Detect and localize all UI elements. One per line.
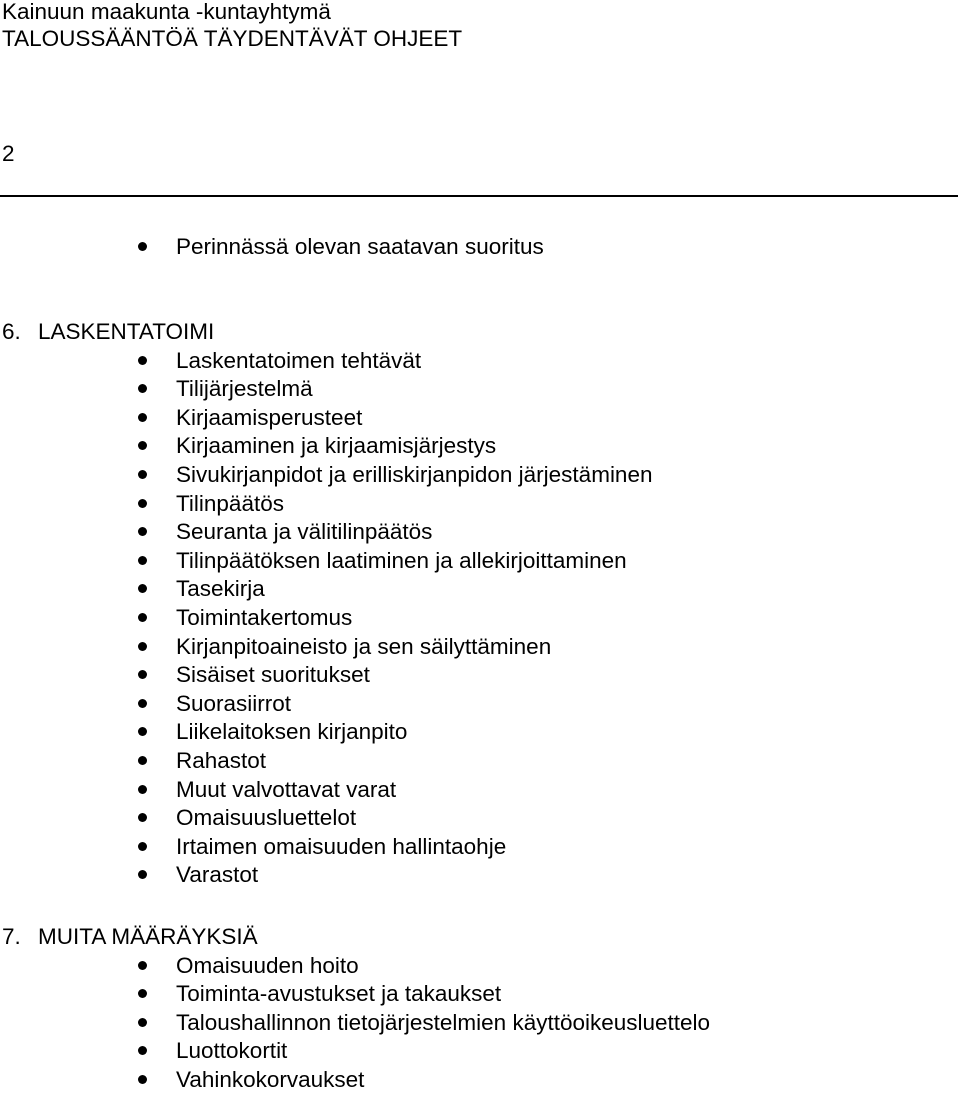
list-item-label: Kirjanpitoaineisto ja sen säilyttäminen	[176, 633, 552, 659]
list-item-label: Tilinpäätös	[176, 490, 284, 516]
bullet-icon	[138, 870, 147, 879]
bullet-icon	[138, 785, 147, 794]
list-item-label: Vahinkokorvaukset	[176, 1067, 365, 1092]
bullet-icon	[138, 356, 147, 365]
section-number: 6.	[2, 319, 21, 344]
bullet-icon	[138, 1075, 147, 1084]
section-title: LASKENTATOIMI	[38, 319, 215, 344]
section-heading	[2, 317, 214, 346]
list-item-label: Rahastot	[176, 748, 267, 773]
list-item-label: Taloushallinnon tietojärjestelmien käyttöoikeusluettelo	[176, 1009, 711, 1035]
bullet-icon	[138, 756, 147, 765]
list-item-label: Kirjaaminen ja kirjaamisjärjestys	[176, 433, 497, 459]
list-item-label: Tasekirja	[176, 576, 265, 602]
list-item-label: Omaisuusluettelot	[176, 805, 357, 831]
list-item-label: Omaisuuden hoito	[176, 952, 359, 978]
list-item-label: Toimintakertomus	[176, 605, 353, 630]
bullet-icon	[138, 1018, 147, 1027]
bullet-icon	[138, 613, 147, 622]
section-number: 7.	[2, 924, 21, 949]
bullet-icon	[138, 556, 147, 565]
bullet-icon	[138, 727, 147, 736]
list-item-label: Seuranta ja välitilinpäätös	[176, 519, 433, 545]
bullet-icon	[138, 499, 147, 508]
list-item-label: Laskentatoimen tehtävät	[176, 347, 422, 373]
bullet-icon	[138, 584, 147, 593]
list-item-label: Muut valvottavat varat	[176, 776, 397, 802]
section-heading	[2, 922, 258, 951]
bullet-icon	[138, 470, 147, 479]
list-item-label: Sivukirjanpidot ja erilliskirjanpidon järjestäminen	[176, 462, 653, 487]
bullet-icon	[138, 989, 147, 998]
document-title: TALOUSSÄÄNTÖÄ TÄYDENTÄVÄT OHJEET	[2, 26, 463, 51]
list-item-label: Kirjaamisperusteet	[176, 404, 363, 430]
list-item-label: Tilinpäätöksen laatiminen ja allekirjoittaminen	[176, 547, 627, 573]
list-item-label: Toiminta-avustukset ja takaukset	[176, 981, 502, 1007]
list-item-label: Luottokortit	[176, 1038, 288, 1064]
bullet-icon	[138, 441, 147, 450]
bullet-icon	[138, 813, 147, 822]
bullet-icon	[138, 670, 147, 679]
list-item-label: Irtaimen omaisuuden hallintaohje	[176, 833, 507, 859]
list-item-label: Sisäiset suoritukset	[176, 662, 370, 688]
bullet-icon	[138, 413, 147, 422]
list-item-label: Liikelaitoksen kirjanpito	[176, 719, 408, 745]
bullet-icon	[138, 961, 147, 970]
bullet-icon	[138, 1046, 147, 1055]
header-divider	[0, 195, 958, 197]
bullet-icon	[138, 384, 147, 393]
page-number: 2	[2, 141, 15, 166]
bullet-icon	[138, 527, 147, 536]
list-item-label: Varastot	[176, 862, 259, 888]
list-item-label: Tilijärjestelmä	[176, 376, 313, 402]
section-title: MUITA MÄÄRÄYKSIÄ	[38, 924, 258, 949]
list-item-label: Suorasiirrot	[176, 690, 292, 716]
bullet-icon	[138, 842, 147, 851]
bullet-icon	[138, 642, 147, 651]
bullet-icon	[138, 699, 147, 708]
bullet-icon	[138, 242, 147, 251]
organization-name: Kainuun maakunta -kuntayhtymä	[2, 0, 331, 24]
list-item-label: Perinnässä olevan saatavan suoritus	[176, 234, 544, 259]
